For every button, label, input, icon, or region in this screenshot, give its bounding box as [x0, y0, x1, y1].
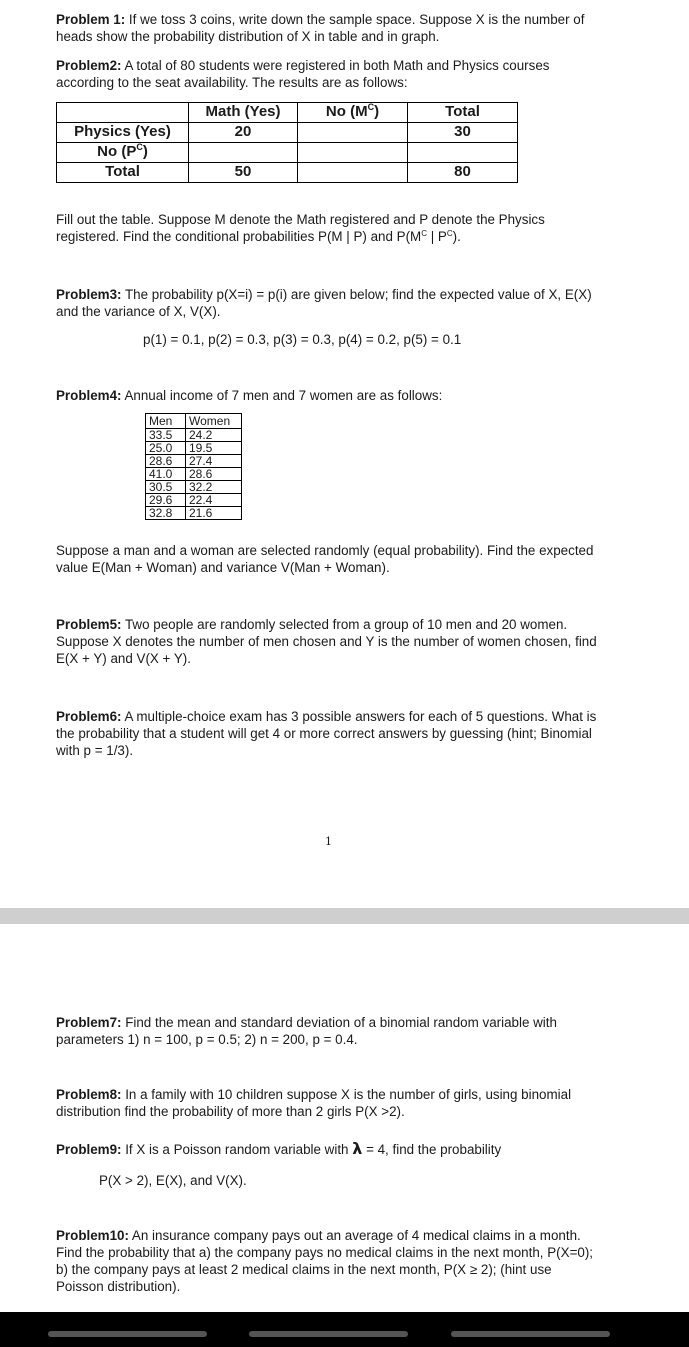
table-row — [146, 442, 242, 455]
problem-4 — [56, 387, 601, 404]
cell-men-income: 41.0 — [146, 468, 186, 481]
problem-7 — [56, 1014, 601, 1048]
cell-total-total: 80 — [408, 163, 518, 183]
problem-2-followup-mid: | P — [426, 229, 447, 244]
table-row — [146, 494, 242, 507]
problem-1-text: If we toss 3 coins, write down the sample space. Suppose X is the number of heads show the probability distribution of X in table and in graph. — [56, 12, 585, 44]
problem-1-label: Problem 1: — [56, 12, 126, 27]
header-math-no — [298, 103, 408, 123]
nav-handle-center[interactable] — [249, 1331, 408, 1337]
table-cell-corner — [57, 103, 189, 123]
cell-women-income: 24.2 — [186, 429, 242, 442]
problem-10-text: An insurance company pays out an average of 4 medical claims in a month. Find the probability that a) the company pays no medical claims in the next month, P(X=0); b) the company pays at least 2 medical claims in the next month, P(X ≥ 2); (hint use Poisson distribution). — [56, 1228, 594, 1294]
registration-table — [56, 102, 518, 183]
problem-6-text: A multiple-choice exam has 3 possible answers for each of 5 questions. What is the probability that a student will get 4 or more correct answers by guessing (hint; Binomial with p = 1/3). — [56, 709, 597, 758]
problem-2-followup-text: Fill out the table. Suppose M denote the Math registered and P denote the Physics registered. Find the conditional probabilities P(M | P) and P(M — [56, 212, 545, 244]
column-header-men: Men — [146, 414, 186, 429]
cell-physics-yes-total: 30 — [408, 123, 518, 143]
cell-physics-yes-math-yes: 20 — [189, 123, 298, 143]
problem-9-text-a: If X is a Poisson random variable with — [121, 1142, 353, 1157]
income-table — [145, 413, 242, 520]
document-page-2 — [0, 924, 689, 1312]
column-header-women: Women — [186, 414, 242, 429]
table-row — [146, 455, 242, 468]
header-math-no-text: No (M — [325, 103, 368, 120]
problem-9-line2: P(X > 2), E(X), and V(X). — [99, 1173, 247, 1188]
problem-5 — [56, 616, 601, 667]
problem-7-label: Problem7: — [56, 1015, 122, 1030]
cell-women-income: 19.5 — [186, 442, 242, 455]
problem-6-label: Problem6: — [56, 709, 122, 724]
table-row — [146, 414, 242, 429]
problem-10-label: Problem10: — [56, 1228, 129, 1243]
cell-women-income: 21.6 — [186, 507, 242, 520]
superscript-c: C — [136, 142, 143, 152]
problem-3-values: p(1) = 0.1, p(2) = 0.3, p(3) = 0.3, p(4) = 0.2, p(5) = 0.1 — [143, 332, 462, 347]
problem-5-text: Two people are randomly selected from a group of 10 men and 20 women. Suppose X denotes the number of men chosen and Y is the number of women chosen, find E(X + Y) and V(X + Y). — [56, 617, 597, 666]
cell-women-income: 32.2 — [186, 481, 242, 494]
cell-women-income: 28.6 — [186, 468, 242, 481]
problem-2-text: A total of 80 students were registered in both Math and Physics courses according to the seat availability. The results are as follows: — [56, 58, 550, 90]
table-row — [146, 481, 242, 494]
problem-5-label: Problem5: — [56, 617, 122, 632]
table-row — [57, 123, 518, 143]
page-separator — [0, 908, 689, 924]
problem-6 — [56, 708, 601, 759]
problem-3 — [56, 286, 601, 320]
cell-men-income: 30.5 — [146, 481, 186, 494]
system-navigation-bar — [0, 1312, 689, 1347]
income-table-body — [146, 429, 242, 520]
problem-7-text: Find the mean and standard deviation of a binomial random variable with parameters 1) n = 100, p = 0.5; 2) n = 200, p = 0.4. — [56, 1015, 557, 1047]
problem-2-followup — [56, 211, 601, 245]
cell-men-income: 33.5 — [146, 429, 186, 442]
row-total-label: Total — [57, 163, 189, 183]
cell-men-income: 29.6 — [146, 494, 186, 507]
cell-physics-no-math-yes — [189, 143, 298, 163]
header-total: Total — [408, 103, 518, 123]
lambda-symbol: λ — [352, 1139, 363, 1158]
row-physics-no-text: No (P — [97, 143, 137, 160]
problem-2 — [56, 57, 601, 91]
problem-8-label: Problem8: — [56, 1087, 122, 1102]
cell-physics-no-total — [408, 143, 518, 163]
problem-4-followup: Suppose a man and a woman are selected randomly (equal probability). Find the expected value E(Man + Woman) and variance V(Man + Woman). — [56, 543, 594, 575]
cell-men-income: 28.6 — [146, 455, 186, 468]
cell-total-math-no — [298, 163, 408, 183]
problem-9 — [56, 1140, 601, 1158]
table-row — [57, 143, 518, 163]
cell-physics-yes-math-no — [298, 123, 408, 143]
problem-9-label: Problem9: — [56, 1142, 122, 1157]
table-row — [146, 507, 242, 520]
problem-2-label: Problem2: — [56, 58, 122, 73]
row-physics-no-close: ) — [142, 143, 148, 160]
cell-women-income: 27.4 — [186, 455, 242, 468]
table-row — [146, 429, 242, 442]
cell-men-income: 25.0 — [146, 442, 186, 455]
problem-4-label: Problem4: — [56, 388, 122, 403]
problem-2-followup-end: ). — [452, 229, 461, 244]
problem-1 — [56, 11, 601, 45]
problem-10 — [56, 1227, 601, 1295]
problem-3-label: Problem3: — [56, 287, 122, 302]
problem-8 — [56, 1086, 601, 1120]
header-math-yes: Math (Yes) — [189, 103, 298, 123]
row-physics-no-label — [57, 143, 189, 163]
page-number: 1 — [325, 835, 332, 848]
header-math-no-close: ) — [374, 103, 380, 120]
problem-3-text: The probability p(X=i) = p(i) are given below; find the expected value of X, E(X) and the variance of X, V(X). — [56, 287, 592, 319]
cell-men-income: 32.8 — [146, 507, 186, 520]
problem-9-text-b: = 4, find the probability — [362, 1142, 502, 1157]
cell-physics-no-math-no — [298, 143, 408, 163]
problem-4-text: Annual income of 7 men and 7 women are as follows: — [121, 388, 443, 403]
table-row — [57, 163, 518, 183]
cell-women-income: 22.4 — [186, 494, 242, 507]
problem-8-text: In a family with 10 children suppose X is the number of girls, using binomial distribution find the probability of more than 2 girls P(X >2). — [56, 1087, 572, 1119]
table-row — [57, 103, 518, 123]
superscript-c: C — [367, 102, 375, 112]
superscript-c: C — [446, 229, 453, 238]
superscript-c: C — [421, 229, 427, 238]
table-row — [146, 468, 242, 481]
nav-handle-right[interactable] — [451, 1331, 610, 1337]
nav-handle-left[interactable] — [48, 1331, 207, 1337]
cell-total-math-yes: 50 — [189, 163, 298, 183]
row-physics-yes-label: Physics (Yes) — [57, 123, 189, 143]
